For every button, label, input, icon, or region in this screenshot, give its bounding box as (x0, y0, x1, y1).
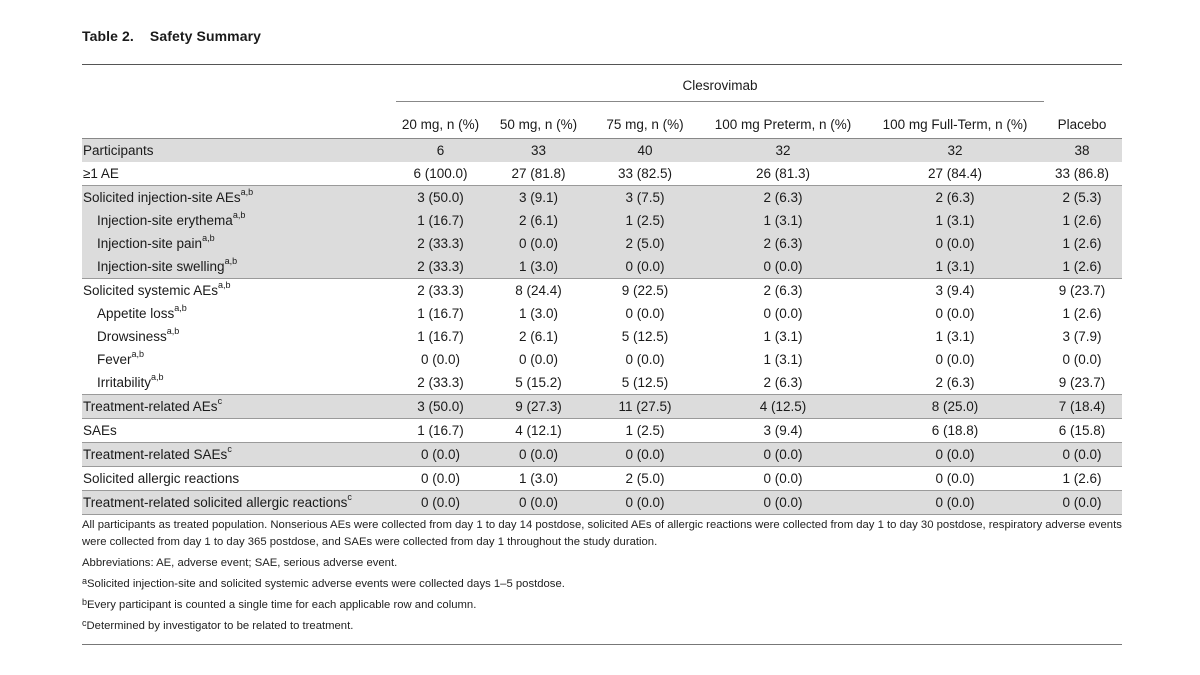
row-label-header (82, 110, 396, 139)
table-cell: 2 (6.1) (485, 209, 592, 232)
row-label (82, 419, 396, 443)
row-label-text: SAEs (83, 423, 117, 438)
table-cell: 4 (12.5) (698, 395, 868, 419)
footnote-ref: a,b (240, 187, 254, 197)
table-row (82, 186, 1122, 210)
table-cell: 0 (0.0) (485, 443, 592, 467)
table-cell: 11 (27.5) (592, 395, 698, 419)
table-cell: 2 (6.3) (698, 186, 868, 210)
table-cell: 1 (3.0) (485, 255, 592, 279)
footnote-ref: a,b (232, 210, 246, 220)
row-label (82, 491, 396, 515)
table-cell: 2 (5.0) (592, 467, 698, 491)
footnote-text: Solicited injection-site and solicited systemic adverse events were collected days 1–5 postdose. (87, 578, 565, 590)
row-label-text: Injection-site erythema (97, 213, 233, 228)
table-cell: 0 (0.0) (868, 443, 1042, 467)
table-cell: 0 (0.0) (763, 306, 803, 321)
table-cell: 0 (0.0) (592, 255, 698, 279)
footnote-ref: c (347, 492, 352, 502)
table-cell: 0 (0.0) (592, 491, 698, 515)
table-cell: 2 (6.3) (763, 375, 803, 390)
row-label (82, 325, 396, 348)
table-cell: 9 (27.3) (485, 395, 592, 419)
footnote-mark: b (82, 597, 88, 607)
footnote-ref: a,b (131, 349, 145, 359)
row-label (82, 443, 396, 467)
row-label-text: Solicited injection-site AEs (83, 190, 241, 205)
column-header: 100 mg Preterm, n (%) (698, 110, 868, 139)
table-cell: 3 (9.4) (698, 419, 868, 443)
table-cell: 0 (0.0) (698, 255, 868, 279)
row-label (82, 232, 396, 255)
table-cell: 0 (0.0) (698, 491, 868, 515)
footnote-c (82, 618, 1127, 635)
row-label-text: Fever (97, 352, 132, 367)
table-cell: 7 (18.4) (1042, 395, 1122, 419)
safety-table (82, 110, 1122, 515)
table-row (82, 232, 1122, 255)
table-title (82, 28, 261, 44)
table-row (82, 371, 1122, 395)
table-cell: 1 (2.6) (1042, 232, 1122, 255)
footnote-ref: c (227, 444, 232, 454)
column-header: 75 mg, n (%) (592, 110, 698, 139)
footnote-text: Every participant is counted a single time for each applicable row and column. (87, 599, 477, 611)
table-cell: 2 (5.3) (1042, 186, 1122, 210)
row-label-text: Treatment-related SAEs (83, 447, 228, 462)
row-label (82, 209, 396, 232)
table-cell: 0 (0.0) (698, 443, 868, 467)
table-cell: 1 (3.1) (868, 209, 1042, 232)
table-cell: 40 (592, 139, 698, 163)
table-cell: 0 (0.0) (485, 491, 592, 515)
table-cell: 9 (23.7) (1042, 279, 1122, 303)
table-cell: 1 (3.1) (698, 209, 868, 232)
table-cell: 33 (86.8) (1054, 166, 1110, 181)
table-cell: 2 (6.3) (868, 186, 1042, 210)
footnote-ref: a,b (218, 280, 231, 290)
population-note: All participants as treated population. Nonserious AEs were collected from day 1 to day 14 postdose, solicited AEs of allergic reactions were collected from day 1 to day 30 postdose, respiratory adverse events were collected from day 1 to day 365 postdose, and SAEs were collected from day 1 throughout the study duration. (82, 519, 1122, 548)
table-cell: 32 (868, 139, 1042, 163)
table-body (82, 139, 1122, 515)
row-label (82, 186, 396, 210)
table-row (82, 325, 1122, 348)
table-cell: 5 (15.2) (515, 375, 562, 390)
row-label-text: Irritability (97, 375, 152, 390)
table-cell: 9 (23.7) (1058, 375, 1106, 390)
table-cell: 0 (0.0) (868, 232, 1042, 255)
table-cell: 0 (0.0) (485, 232, 592, 255)
table-row (82, 255, 1122, 279)
table-cell: 1 (3.1) (935, 329, 975, 344)
table-cell: 0 (0.0) (868, 467, 1042, 491)
row-label (82, 371, 396, 395)
table-cell: 1 (2.6) (1042, 209, 1122, 232)
footnote-text: Determined by investigator to be related to treatment. (86, 620, 354, 632)
table-cell: 3 (7.9) (1062, 329, 1102, 344)
table-cell: 6 (396, 139, 485, 163)
table-cell: 3 (9.1) (485, 186, 592, 210)
column-header: Placebo (1042, 110, 1122, 139)
row-label (82, 162, 396, 186)
footnote-ref: a,b (174, 303, 187, 313)
abbreviations-note: Abbreviations: AE, adverse event; SAE, serious adverse event. (82, 557, 398, 569)
table-cell: 27 (81.8) (511, 166, 566, 181)
table-cell: 0 (0.0) (518, 352, 559, 367)
table-cell: 1 (3.1) (763, 352, 803, 367)
table-notes (82, 517, 1127, 639)
footnote-b (82, 597, 1127, 614)
footnote-ref: a,b (151, 372, 164, 382)
row-label (82, 348, 396, 371)
table-cell: 9 (22.5) (592, 279, 698, 303)
row-label-text: Treatment-related AEs (83, 399, 218, 414)
table-cell: 1 (2.6) (1042, 467, 1122, 491)
table-cell: 1 (3.1) (763, 329, 803, 344)
table-cell: 1 (2.5) (592, 209, 698, 232)
row-label-text: Solicited allergic reactions (83, 471, 240, 486)
row-label-text: Appetite loss (97, 306, 175, 321)
table-cell: 0 (0.0) (698, 467, 868, 491)
table-cell: 4 (12.1) (485, 419, 592, 443)
row-label-text: Injection-site pain (97, 236, 203, 251)
table-cell: 3 (50.0) (396, 186, 485, 210)
row-label-text: Injection-site swelling (97, 259, 225, 274)
row-label-text: Treatment-related solicited allergic reactions (83, 495, 348, 510)
table-cell: 1 (2.5) (592, 419, 698, 443)
column-header-row (82, 110, 1122, 139)
table-row (82, 279, 1122, 303)
row-label (82, 467, 396, 491)
table-cell: 1 (3.1) (868, 255, 1042, 279)
footnote-ref: a,b (202, 233, 215, 243)
table-cell: 1 (3.0) (485, 467, 592, 491)
table-cell: 2 (33.3) (417, 375, 464, 390)
table-cell: 1 (16.7) (396, 209, 485, 232)
table-cell: 5 (12.5) (621, 329, 669, 344)
table-cell: 6 (15.8) (1042, 419, 1122, 443)
table-cell: 3 (7.5) (592, 186, 698, 210)
table-cell: 0 (0.0) (935, 306, 975, 321)
table-cell: 2 (6.3) (698, 232, 868, 255)
table-row (82, 395, 1122, 419)
table-row (82, 443, 1122, 467)
table-cell: 1 (2.6) (1042, 255, 1122, 279)
table-cell: 3 (50.0) (396, 395, 485, 419)
table-cell: 1 (3.0) (518, 306, 559, 321)
table-number: Table 2. (82, 28, 134, 44)
row-label-text: Drowsiness (97, 329, 167, 344)
table-cell: 0 (0.0) (625, 352, 665, 367)
column-header: 50 mg, n (%) (485, 110, 592, 139)
table-cell: 2 (33.3) (396, 232, 485, 255)
bottom-rule (82, 644, 1122, 645)
table-cell: 0 (0.0) (396, 491, 485, 515)
table-cell: 2 (33.3) (396, 279, 485, 303)
table-cell: 33 (82.5) (617, 166, 673, 181)
table-cell: 8 (25.0) (868, 395, 1042, 419)
table-cell: 0 (0.0) (396, 467, 485, 491)
top-rule (82, 64, 1122, 65)
table-cell: 27 (84.4) (927, 166, 983, 181)
table-cell: 3 (9.4) (868, 279, 1042, 303)
column-header: 20 mg, n (%) (396, 110, 485, 139)
table-cell: 38 (1042, 139, 1122, 163)
footnote-mark: c (82, 618, 87, 628)
table-cell: 0 (0.0) (592, 443, 698, 467)
table-row (82, 491, 1122, 515)
table-cell: 5 (12.5) (621, 375, 669, 390)
row-label (82, 279, 396, 303)
row-label (82, 395, 396, 419)
table-cell: 1 (16.7) (417, 306, 464, 321)
table-cell: 6 (18.8) (868, 419, 1042, 443)
table-cell: 0 (0.0) (1062, 352, 1102, 367)
table-row (82, 302, 1122, 325)
table-cell: 0 (0.0) (868, 491, 1042, 515)
row-label (82, 255, 396, 279)
footnote-mark: a (82, 576, 88, 586)
row-label-text: ≥1 AE (83, 166, 119, 181)
row-label-text: Participants (83, 143, 154, 158)
group-header-rule (396, 101, 1044, 102)
table-cell: 0 (0.0) (625, 306, 665, 321)
table-cell: 33 (485, 139, 592, 163)
table-cell: 8 (24.4) (485, 279, 592, 303)
table-cell: 2 (6.3) (935, 375, 975, 390)
table-row (82, 348, 1122, 371)
table-cell: 0 (0.0) (1042, 443, 1122, 467)
table-cell: 2 (6.3) (698, 279, 868, 303)
table-cell: 0 (0.0) (1042, 491, 1122, 515)
table-cell: 1 (2.6) (1062, 306, 1102, 321)
table-cell: 0 (0.0) (396, 443, 485, 467)
row-label (82, 139, 396, 163)
table-cell: 1 (16.7) (396, 419, 485, 443)
table-cell: 32 (698, 139, 868, 163)
group-header: Clesrovimab (682, 78, 758, 93)
table-row (82, 467, 1122, 491)
footnote-a (82, 576, 1127, 593)
table-cell: 1 (16.7) (417, 329, 464, 344)
table-row (82, 162, 1122, 186)
table-cell: 6 (100.0) (413, 166, 468, 181)
table-cell: 2 (33.3) (396, 255, 485, 279)
table-cell: 0 (0.0) (935, 352, 975, 367)
table-cell: 26 (81.3) (755, 166, 811, 181)
table-row (82, 419, 1122, 443)
footnote-ref: c (217, 396, 223, 406)
column-header: 100 mg Full-Term, n (%) (868, 110, 1042, 139)
footnote-ref: a,b (224, 256, 238, 266)
table-row (82, 139, 1122, 163)
table-row (82, 209, 1122, 232)
row-label-text: Solicited systemic AEs (83, 283, 219, 298)
row-label (82, 302, 396, 325)
table-cell: 2 (6.1) (518, 329, 559, 344)
footnote-ref: a,b (166, 326, 180, 336)
table-caption: Safety Summary (149, 28, 262, 44)
table-cell: 2 (5.0) (592, 232, 698, 255)
table-cell: 0 (0.0) (420, 352, 461, 367)
